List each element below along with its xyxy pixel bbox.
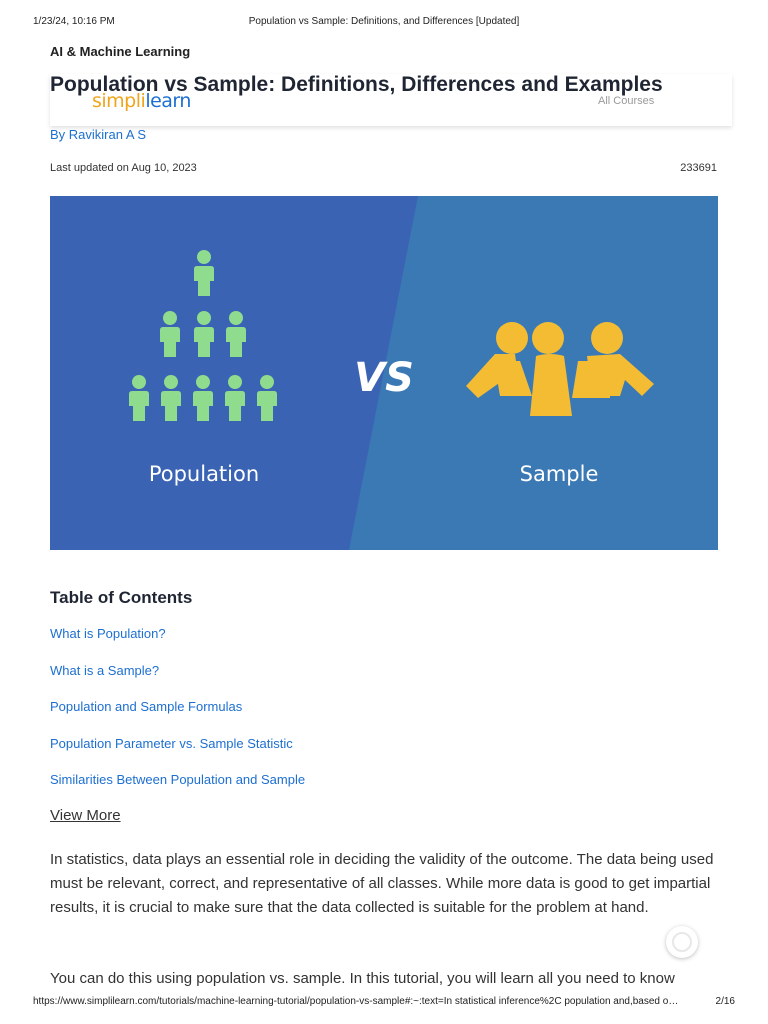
toc-item[interactable]: What is Population? bbox=[50, 626, 166, 641]
view-count: 233691 bbox=[680, 162, 717, 174]
all-courses-link[interactable]: All Courses bbox=[598, 95, 655, 107]
author-link[interactable]: By Ravikiran A S bbox=[50, 127, 147, 142]
page-number: 2/16 bbox=[715, 996, 735, 1007]
logo-part-simpli: simpli bbox=[92, 90, 146, 112]
loading-spinner-icon bbox=[666, 926, 698, 958]
logo-part-learn: learn bbox=[145, 90, 191, 112]
toc-item[interactable]: Population and Sample Formulas bbox=[50, 699, 243, 715]
toc-item[interactable]: What is a Sample? bbox=[50, 662, 160, 678]
hero-banner bbox=[50, 196, 718, 550]
population-vs-sample-illustration bbox=[50, 196, 718, 550]
print-footer bbox=[33, 996, 735, 1010]
print-header bbox=[33, 16, 735, 30]
article-title: Population vs Sample: Definitions, Differences and Examples bbox=[50, 73, 663, 96]
table-of-contents-list bbox=[50, 626, 305, 809]
print-date: 1/23/24, 10:16 PM bbox=[33, 16, 115, 27]
sample-label: Sample bbox=[519, 462, 599, 486]
table-of-contents-title: Table of Contents bbox=[50, 588, 193, 607]
population-label: Population bbox=[148, 462, 260, 486]
second-paragraph: You can do this using population vs. sample. In this tutorial, you will learn all you need to know bbox=[50, 970, 675, 987]
print-url: https://www.simplilearn.com/tutorials/machine-learning-tutorial/population-vs-sample#:~:text=In statistical inference%2C population and,based o… bbox=[33, 996, 679, 1007]
last-updated: Last updated on Aug 10, 2023 bbox=[50, 162, 197, 174]
print-page-title: Population vs Sample: Definitions, and Differences [Updated] bbox=[248, 16, 520, 27]
vs-label: VS bbox=[354, 355, 414, 401]
toc-item[interactable]: Similarities Between Population and Sample bbox=[50, 772, 306, 788]
intro-paragraph: In statistics, data plays an essential role in deciding the validity of the outcome. The data being used must be relevant, correct, and representative of all classes. While more data is good to get impartial results, it is crucial to make sure that the data collected is suitable for the problem at hand. bbox=[50, 851, 714, 916]
breadcrumb[interactable]: AI & Machine Learning bbox=[50, 44, 191, 59]
toc-item[interactable]: Population Parameter vs. Sample Statistic bbox=[50, 735, 293, 751]
view-more-link[interactable]: View More bbox=[50, 807, 121, 824]
